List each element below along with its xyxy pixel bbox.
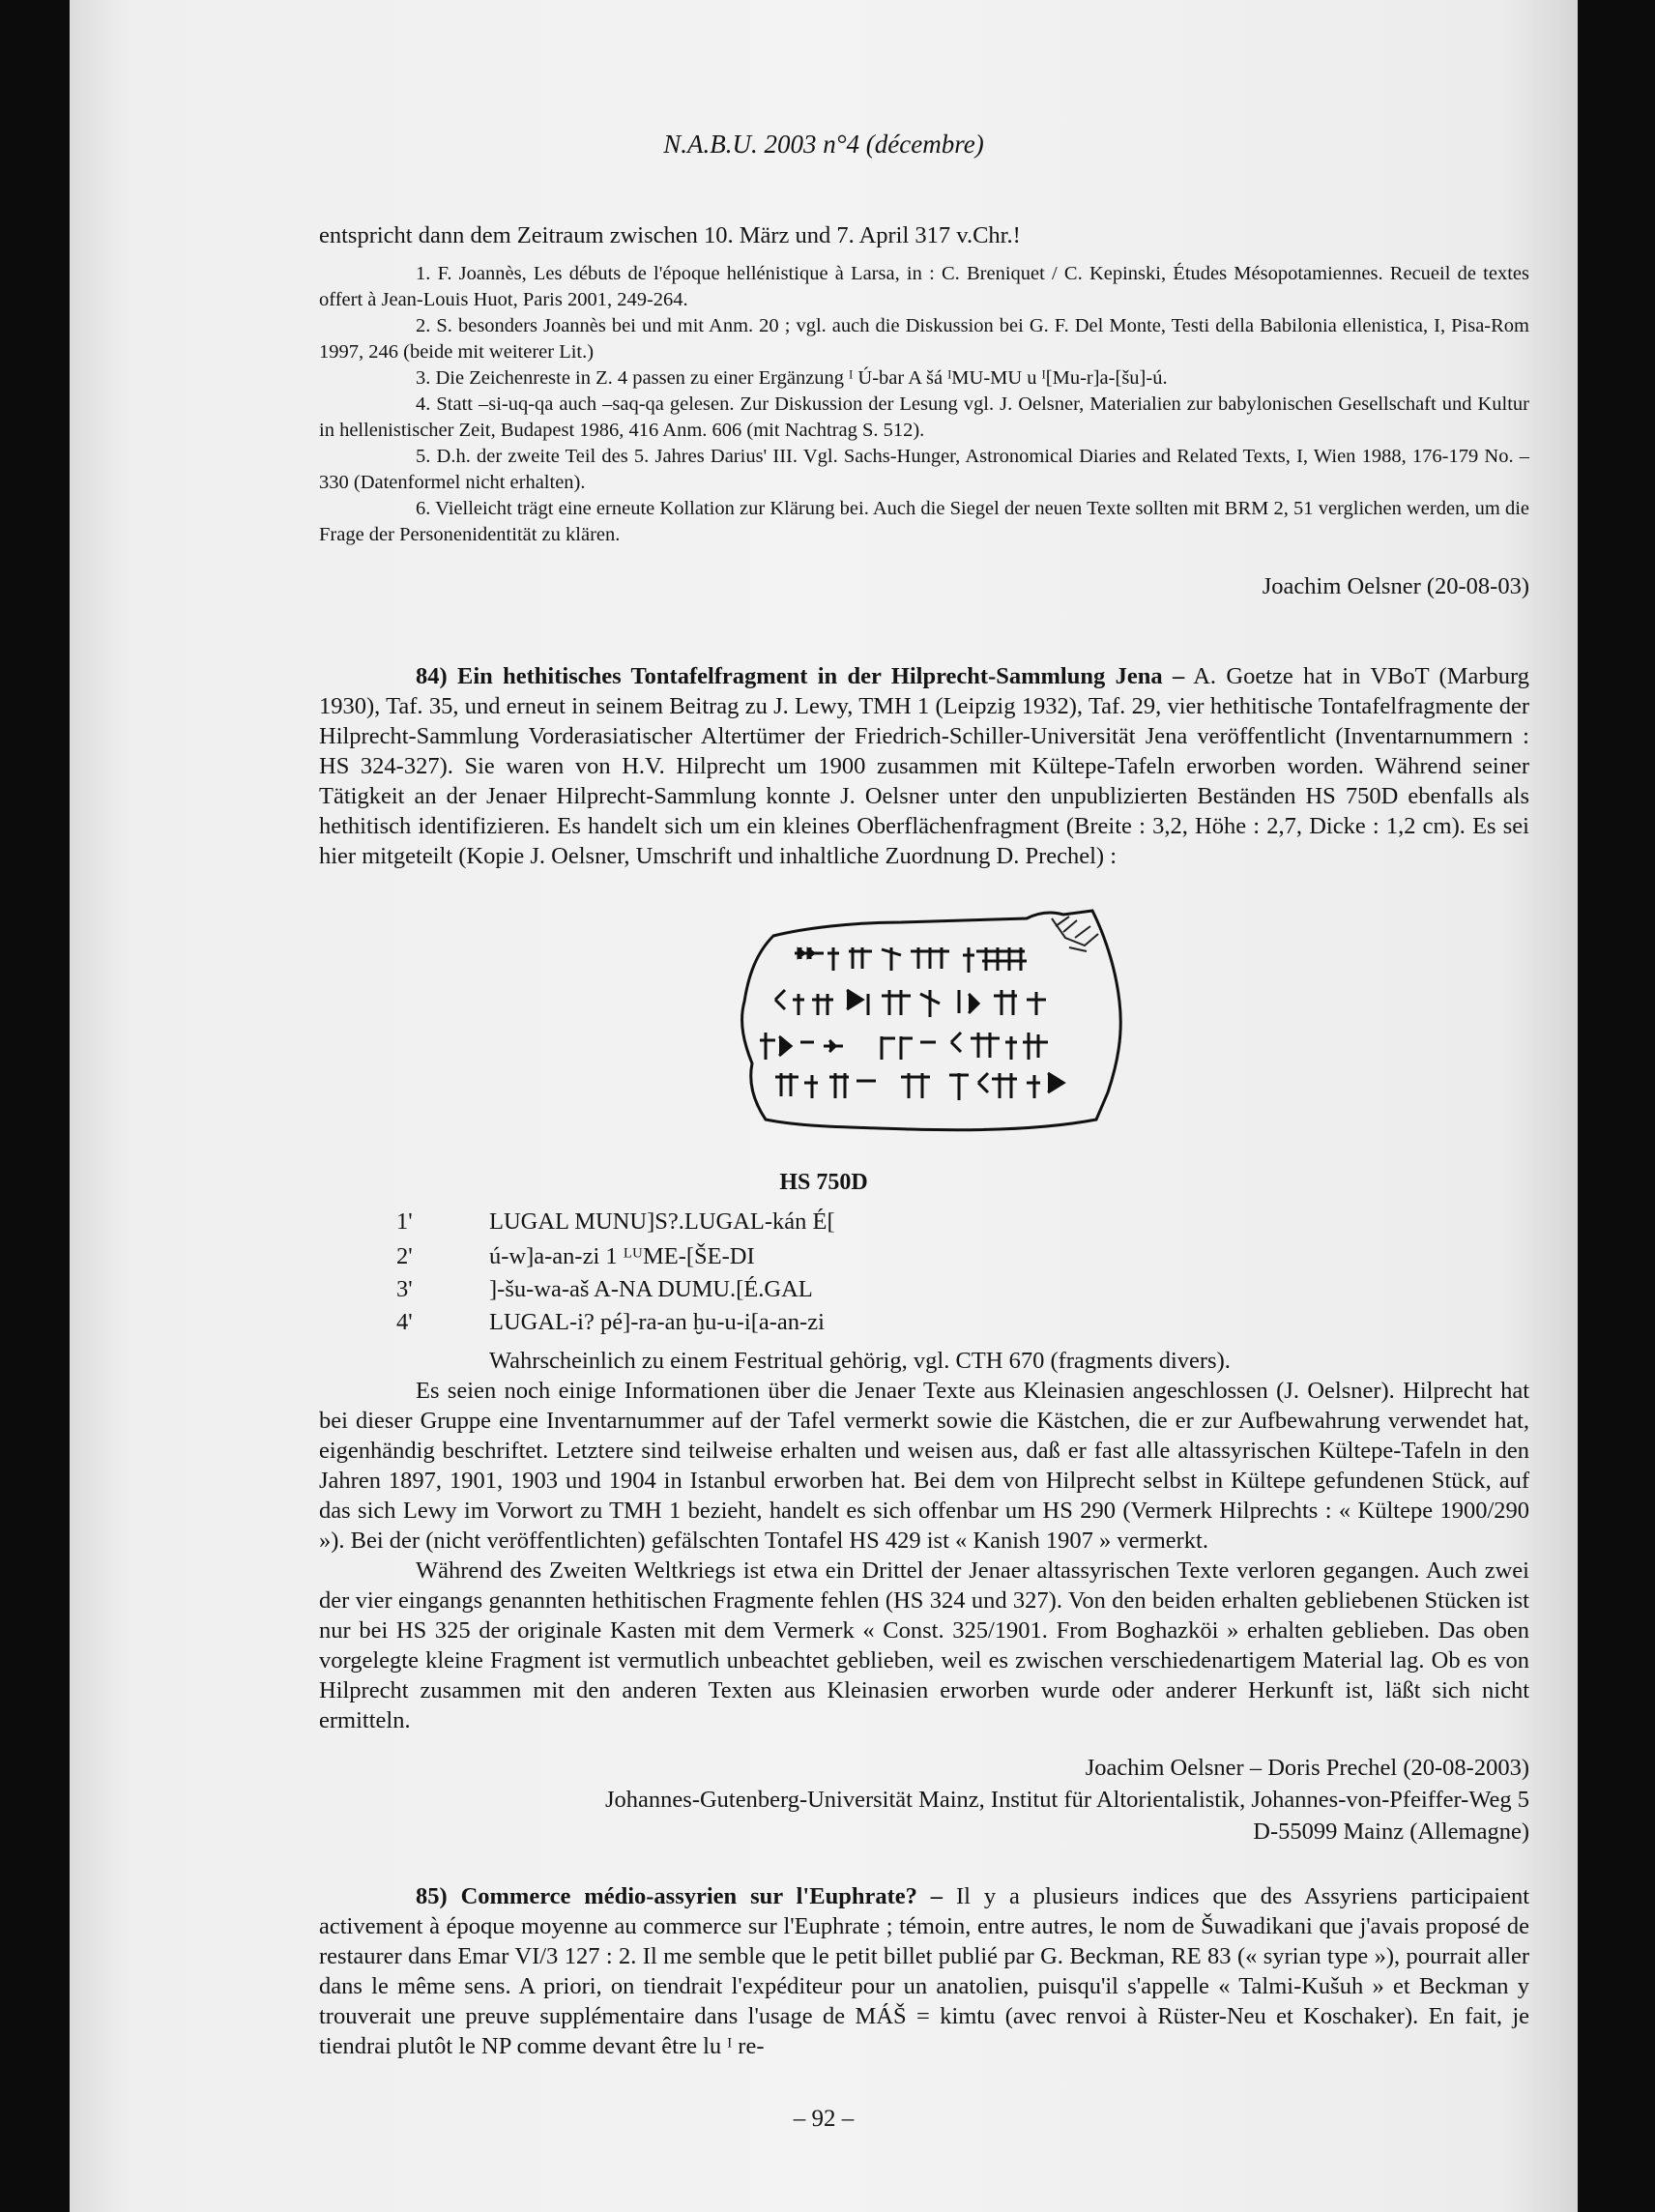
running-header: N.A.B.U. 2003 n°4 (décembre) [663, 130, 984, 159]
footnote-3: 3. Die Zeichenreste in Z. 4 passen zu einer Ergänzung ᴵ Ú-bar A šá ᴵMU-MU u ᴵ[Mu-r]a-[šu]-ú. [416, 367, 1168, 389]
signature-block [319, 1752, 1529, 1848]
footnote-4: 4. Statt –si-uq-qa auch –saq-qa gelesen. Zur Diskussion der Lesung vgl. J. Oelsner, Materialien zur babylonischen Gesellschaft und Kultur in hellenistischer Zeit, Budapest 1986, 416 Anm. 606 (mit Nachtrag S. 512). [319, 393, 1529, 441]
section-84-intro [319, 661, 1529, 871]
line-text: ]-šu-wa-aš A-NA DUMU.[É.GAL [489, 1276, 813, 1302]
signature-authors: Joachim Oelsner – Doris Prechel (20-08-2003) [1085, 1755, 1529, 1781]
section-84-body [319, 1346, 1529, 1735]
section-84-paragraph-3: Während des Zweiten Weltkriegs ist etwa ein Drittel der Jenaer altassyrischen Texte verloren gegangen. Auch zwei der vier eingangs genannten hethitischen Fragmente fehlen (HS 324 und 327). Von den beiden erhalten gebliebenen Stücken ist nur bei HS 325 der originale Kasten mit dem Vermerk « Const. 325/1901. From Boghazköi » erhalten geblieben. Das oben vorgelegte kleine Fragment ist vermutlich unbeachtet geblieben, weil es zwischen verschiedenartigem Material lag. Ob es von Hilprecht zusammen mit den anderen Texten aus Kleinasien erworben wurde oder anderer Herkunft ist, läßt sich nicht ermitteln. [319, 1557, 1529, 1733]
figure-caption: HS 750D [779, 1170, 868, 1195]
tablet-drawing [737, 909, 1123, 1133]
festritual-note: Wahrscheinlich zu einem Festritual gehörig, vgl. CTH 670 (fragments divers). [489, 1348, 1231, 1374]
document-page [70, 0, 1578, 2212]
signature-address: D-55099 Mainz (Allemagne) [1253, 1819, 1529, 1845]
section-85-text: Il y a plusieurs indices que des Assyriens participaient activement à époque moyenne au commerce sur l'Euphrate ; témoin, entre autres, le nom de Šuwadikani que j'avais proposé de restaurer dans Emar VI/3 127 : 2. Il me semble que le petit billet publié par G. Beckman, RE 83 (« syrian type »), pourrait aller dans le même sens. A priori, on tiendrait l'expéditeur pour un anatolien, puisqu'il s'appelle « Talmi-Kušuh » et Beckman y trouverait une preuve supplémentaire dans l'usage de MÁŠ = kimtu (avec renvoi à Rüster-Neu et Koschaker). En fait, je tiendrai plutôt le NP comme devant être lu ᴵ re- [319, 1883, 1530, 2059]
section-84-title: 84) Ein hethitisches Tontafelfragment in der Hilprecht-Sammlung Jena – [416, 663, 1185, 689]
line-number: 1' [396, 1208, 413, 1235]
line-text: ú-w]a-an-zi 1 ᴸᵁME-[ŠE-DI [489, 1243, 755, 1269]
intro-line: entspricht dann dem Zeitraum zwischen 10. März und 7. April 317 v.Chr.! [319, 222, 1021, 248]
line-text: LUGAL-i? pé]-ra-an ḫu-u-i[a-an-zi [489, 1309, 825, 1335]
footnote-1: 1. F. Joannès, Les débuts de l'époque hellénistique à Larsa, in : C. Breniquet / C. Kepinski, Études Mésopotamiennes. Recueil de textes offert à Jean-Louis Huot, Paris 2001, 249-264. [319, 263, 1529, 310]
signature-oelsner: Joachim Oelsner (20-08-03) [1262, 573, 1529, 599]
line-number: 3' [396, 1276, 413, 1302]
line-text: LUGAL MUNU]S?.LUGAL-kán É[ [489, 1208, 835, 1235]
page-number: – 92 – [793, 2106, 855, 2132]
section-84-text: A. Goetze hat in VBoT (Marburg 1930), Taf. 35, und erneut in seinem Beitrag zu J. Lewy, TMH 1 (Leipzig 1932), Taf. 29, vier hethitische Tontafelfragmente der Hilprecht-Sammlung Vorderasiatischer Altertümer der Friedrich-Schiller-Universität Jena veröffentlicht (Inventarnummern : HS 324-327). Sie waren von H.V. Hilprecht um 1900 zusammen mit Kültepe-Tafeln erworben worden. Während seiner Tätigkeit an der Jenaer Hilprecht-Sammlung konnte J. Oelsner unter den unpublizierten Beständen HS 750D ebenfalls als hethitisch identifizieren. Es handelt sich um ein kleines Oberflächenfragment (Breite : 3,2, Höhe : 2,7, Dicke : 1,2 cm). Es sei hier mitgeteilt (Kopie J. Oelsner, Umschrift und inhaltliche Zuordnung D. Prechel) : [319, 663, 1529, 869]
line-number: 4' [396, 1309, 413, 1335]
section-84-paragraph-2: Es seien noch einige Informationen über die Jenaer Texte aus Kleinasien angeschlossen (J. Oelsner). Hilprecht hat bei dieser Gruppe eine Inventarnummer auf der Tafel vermerkt sowie die Kästchen, die er zur Aufbewahrung verwendet hat, eigenhändig beschriftet. Letztere sind teilweise erhalten und weisen aus, daß er fast alle altassyrischen Kültepe-Tafeln in den Jahren 1897, 1901, 1903 und 1904 in Istanbul erworben hat. Bei dem von Hilprecht selbst in Kültepe gefundenen Stück, auf das sich Lewy im Vorwort zu TMH 1 bezieht, handelt es sich offenbar um HS 290 (Vermerk Hilprechts : « Kültepe 1900/290 »). Bei der (nicht veröffentlichten) gefälschten Tontafel HS 429 ist « Kanish 1907 » vermerkt. [319, 1378, 1529, 1554]
footnote-6: 6. Vielleicht trägt eine erneute Kollation zur Klärung bei. Auch die Siegel der neuen Texte sollten mit BRM 2, 51 verglichen werden, um die Frage der Personenidentität zu klären. [319, 498, 1529, 545]
line-number: 2' [396, 1243, 413, 1269]
section-85-title: 85) Commerce médio-assyrien sur l'Euphrate? – [416, 1883, 944, 1909]
section-85 [319, 1881, 1529, 2061]
signature-institution: Johannes-Gutenberg-Universität Mainz, Institut für Altorientalistik, Johannes-von-Pfeiffer-Weg 5 [605, 1787, 1529, 1813]
footnote-2: 2. S. besonders Joannès bei und mit Anm. 20 ; vgl. auch die Diskussion bei G. F. Del Monte, Testi della Babilonia ellenistica, I, Pisa-Rom 1997, 246 (beide mit weiterer Lit.) [319, 315, 1529, 363]
footnote-5: 5. D.h. der zweite Teil des 5. Jahres Darius' III. Vgl. Sachs-Hunger, Astronomical Diaries and Related Texts, I, Wien 1988, 176-179 No. –330 (Datenformel nicht erhalten). [319, 446, 1529, 493]
footnotes [319, 261, 1529, 548]
